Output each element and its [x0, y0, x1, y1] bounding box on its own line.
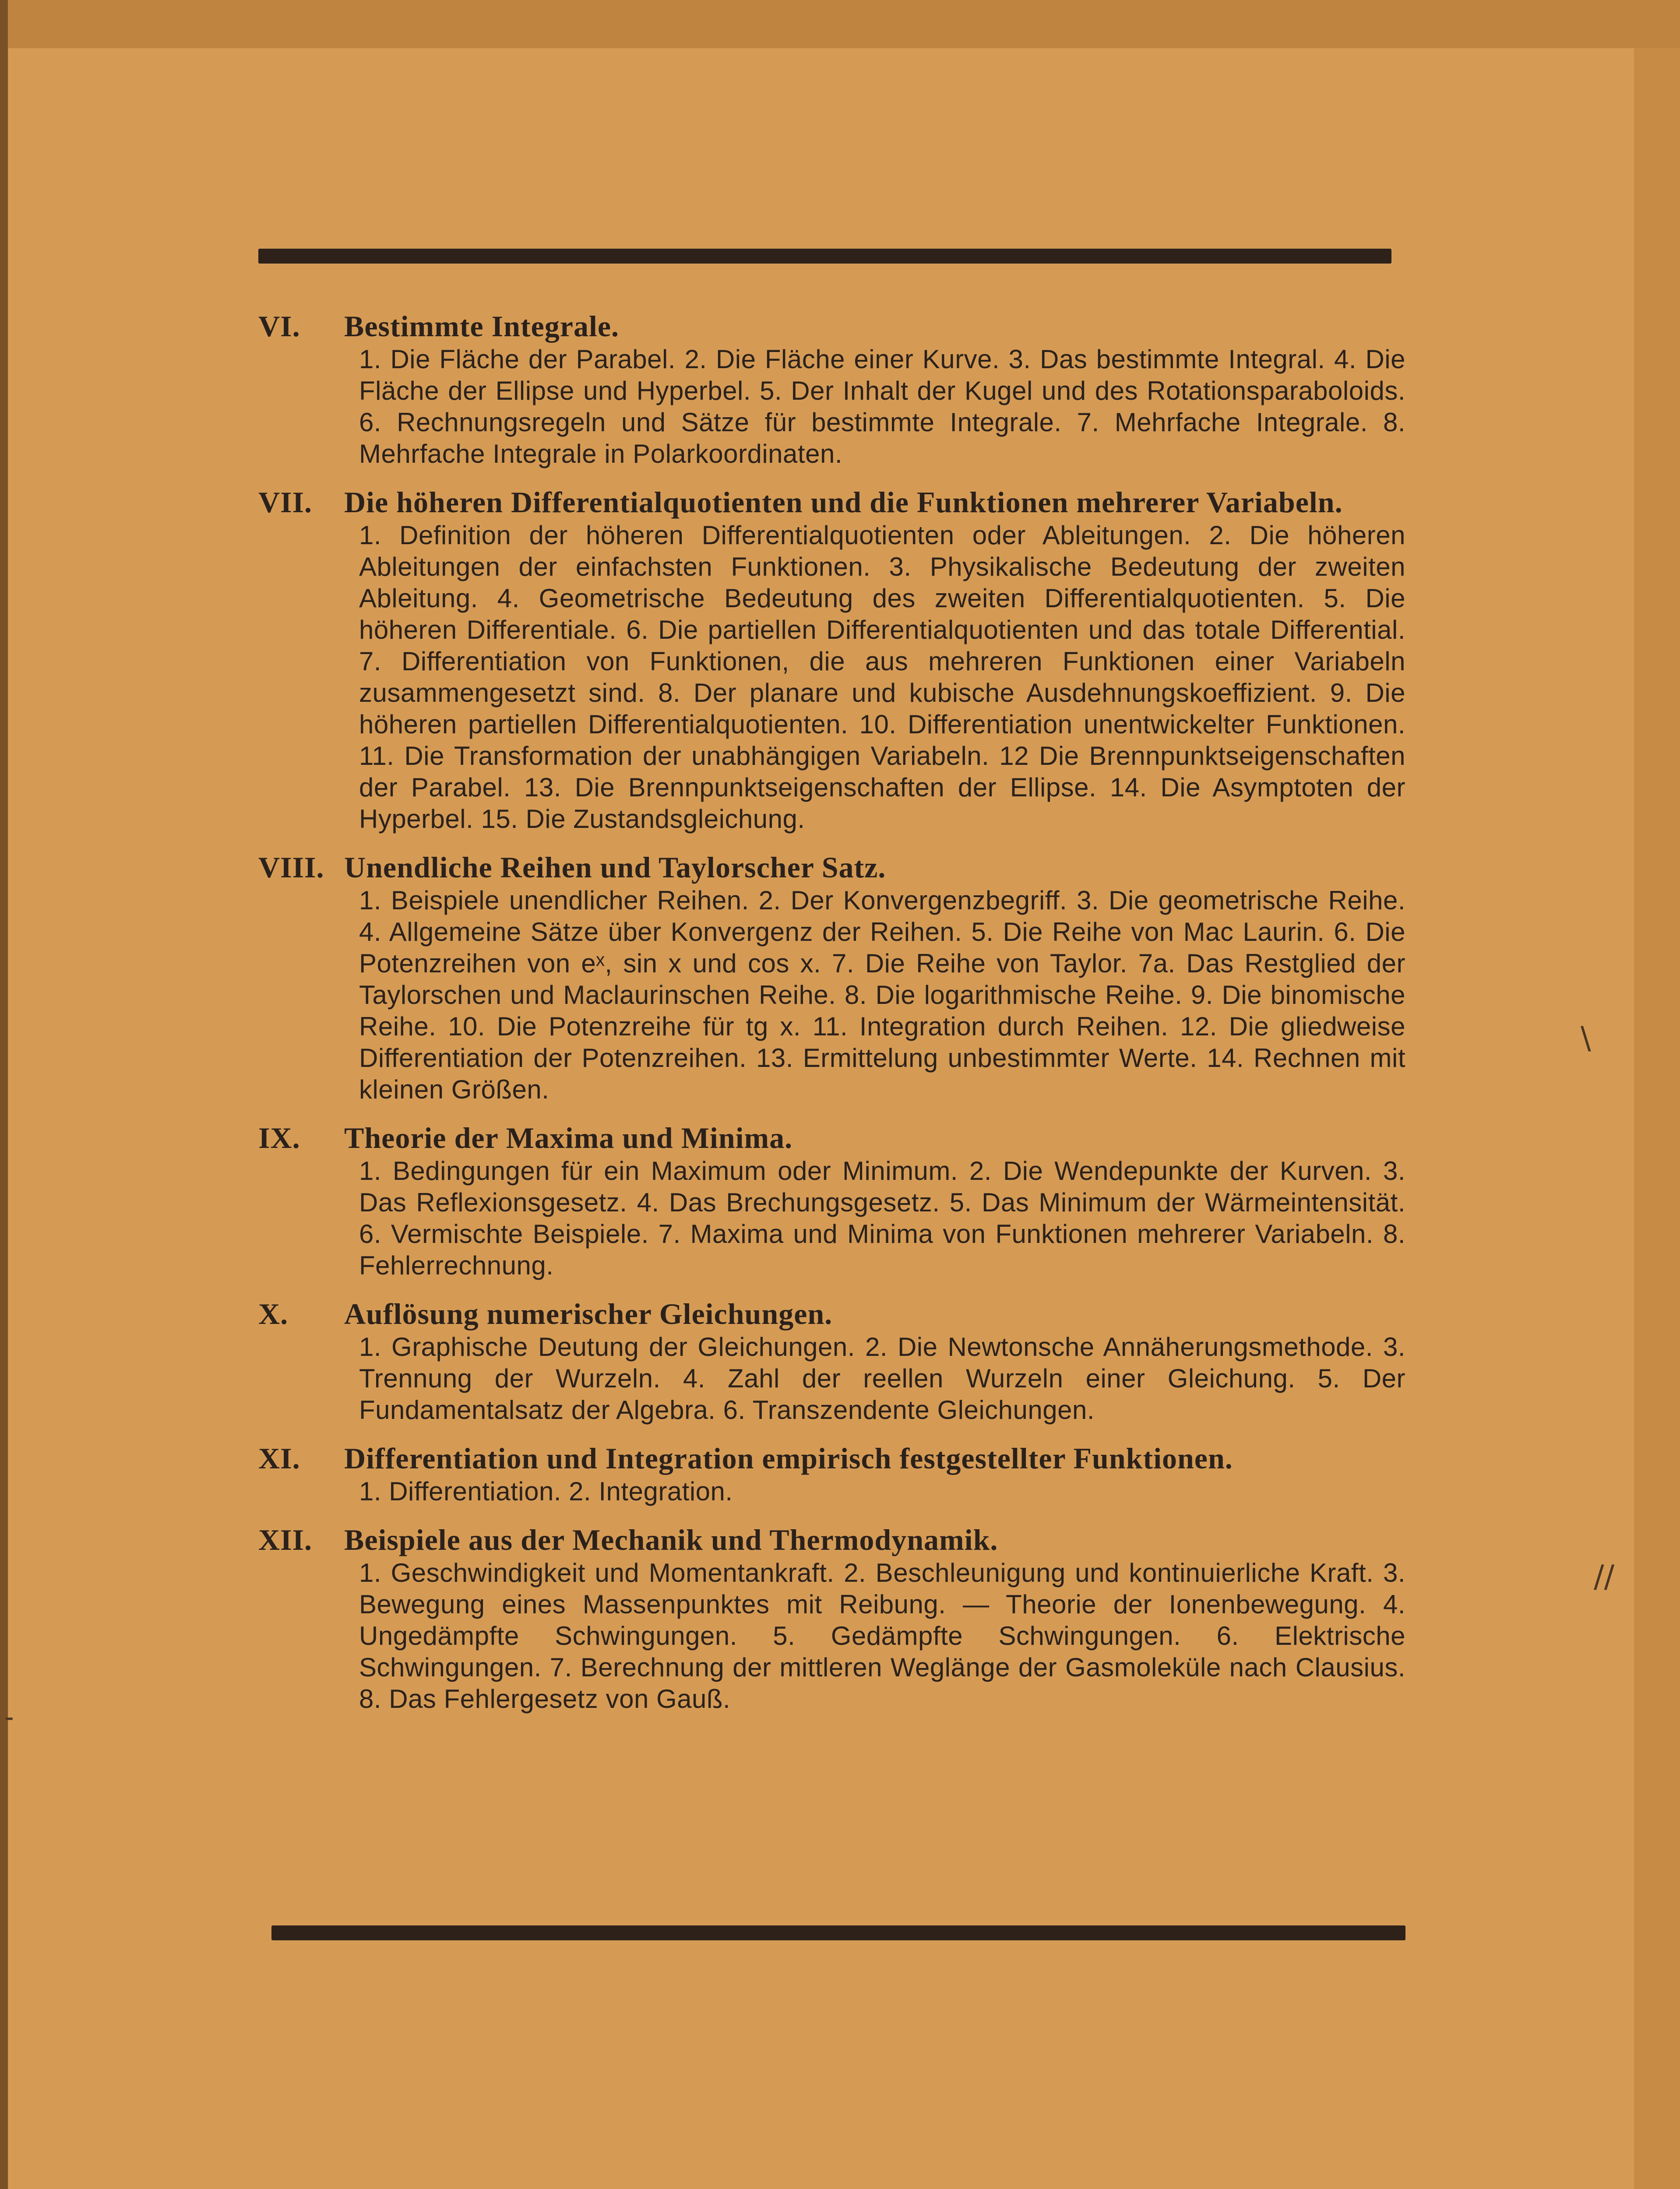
section-title: Die höheren Differentialquotienten und die Funktionen mehrerer Variabeln.: [344, 486, 1343, 519]
section-title: Differentiation und Integration empirisch festgestellter Funktionen.: [344, 1442, 1233, 1475]
top-rule: [258, 249, 1391, 264]
section-heading: [258, 485, 1405, 520]
section-body: 1. Die Fläche der Parabel. 2. Die Fläche einer Kurve. 3. Das bestimmte Integral. 4. Die Fläche der Ellipse und Hyperbel. 5. Der Inhalt der Kugel und des Rotationsparaboloids. 6. Rechnungsregeln und Sätze für bestimmte Integrale. 7. Mehrfache Integrale. 8. Mehrfache Integrale in Polarkoordinaten.: [359, 345, 1405, 468]
section-heading: [258, 850, 1405, 885]
section-body: 1. Geschwindigkeit und Momentankraft. 2. Beschleunigung und kontinuierliche Kraft. 3. Bewegung eines Massenpunktes mit Reibung. — Theorie der Ionenbewegung. 4. Ungedämpfte Schwingungen. 5. Gedämpfte Schwingungen. 6. Elektrische Schwingungen. 7. Berechnung der mittleren Weglänge der Gasmoleküle nach Clausius. 8. Das Fehlergesetz von Gauß.: [359, 1558, 1405, 1714]
section-body: 1. Differentiation. 2. Integration.: [359, 1477, 733, 1506]
page-right-edge: [1634, 48, 1680, 2189]
section-body: 1. Bedingungen für ein Maximum oder Minimum. 2. Die Wendepunkte der Kurven. 3. Das Reflexionsgesetz. 4. Das Brechungsgesetz. 5. Das Minimum der Wärmeintensität. 6. Vermischte Beispiele. 7. Maxima und Minima von Funktionen mehrerer Variabeln. 8. Fehlerrechnung.: [359, 1156, 1405, 1280]
section-number: VI.: [258, 310, 300, 343]
page-top-edge: [0, 0, 1680, 48]
section-body: 1. Beispiele unendlicher Reihen. 2. Der Konvergenzbegriff. 3. Die geometrische Reihe. 4. Allgemeine Sätze über Konvergenz der Reihen. 5. Die Reihe von Mac Laurin. 6. Die Potenzreihen von eˣ, sin x und cos x. 7. Die Reihe von Taylor. 7a. Das Restglied der Taylorschen und Maclaurinschen Reihe. 8. Die logarithmische Reihe. 9. Die binomische Reihe. 10. Die Potenzreihe für tg x. 11. Integration durch Reihen. 12. Die gliedweise Differentiation der Potenzreihen. 13. Ermittelung unbestimmter Werte. 14. Rechnen mit kleinen Größen.: [359, 886, 1405, 1104]
section-vi: [258, 309, 1405, 470]
section-body: 1. Graphische Deutung der Gleichungen. 2. Die Newtonsche Annäherungsmethode. 3. Trennung der Wurzeln. 4. Zahl der reellen Wurzeln einer Gleichung. 5. Der Fundamentalsatz der Algebra. 6. Transzendente Gleichungen.: [359, 1332, 1405, 1425]
section-viii: [258, 850, 1405, 1105]
section-vii: [258, 485, 1405, 835]
bottom-rule: [271, 1925, 1405, 1940]
section-xi: [258, 1441, 1405, 1507]
section-title: Theorie der Maxima und Minima.: [344, 1121, 793, 1154]
section-body: 1. Definition der höheren Differentialquotienten oder Ableitungen. 2. Die höheren Ableitungen der einfachsten Funktionen. 3. Physikalische Bedeutung der zweiten Ableitung. 4. Geometrische Bedeutung des zweiten Differentialquotienten. 5. Die höheren Differentiale. 6. Die partiellen Differentialquotienten und das totale Differential. 7. Differentiation von Funktionen, die aus mehreren Funktionen einer Variabeln zusammengesetzt sind. 8. Der planare und kubische Ausdehnungskoeffizient. 9. Die höheren partiellen Differentialquotienten. 10. Differentiation unentwickelter Funktionen. 11. Die Transformation der unabhängigen Variabeln. 12 Die Brennpunktseigenschaften der Parabel. 13. Die Brennpunktseigenschaften der Ellipse. 14. Die Asymptoten der Hyperbel. 15. Die Zustandsgleichung.: [359, 521, 1405, 834]
section-title: Auflösung numerischer Gleichungen.: [344, 1297, 833, 1330]
section-title: Beispiele aus der Mechanik und Thermodynamik.: [344, 1523, 998, 1556]
pencil-mark: ˗: [4, 1699, 14, 1735]
section-number: VIII.: [258, 851, 324, 884]
section-heading: [258, 309, 1405, 344]
section-number: XI.: [258, 1442, 300, 1475]
section-number: VII.: [258, 486, 313, 519]
section-heading: [258, 1296, 1405, 1331]
pencil-mark: \: [1581, 1020, 1591, 1056]
section-heading: [258, 1522, 1405, 1557]
section-heading: [258, 1120, 1405, 1155]
section-title: Unendliche Reihen und Taylorscher Satz.: [344, 851, 886, 884]
section-heading: [258, 1441, 1405, 1476]
section-xii: [258, 1522, 1405, 1715]
section-x: [258, 1296, 1405, 1426]
table-of-contents: [258, 309, 1405, 1902]
section-number: X.: [258, 1297, 289, 1330]
section-ix: [258, 1120, 1405, 1281]
binding-edge: [0, 0, 8, 2189]
section-number: XII.: [258, 1523, 313, 1556]
section-title: Bestimmte Integrale.: [344, 310, 620, 343]
section-number: IX.: [258, 1121, 300, 1154]
pencil-mark: //: [1594, 1559, 1615, 1594]
